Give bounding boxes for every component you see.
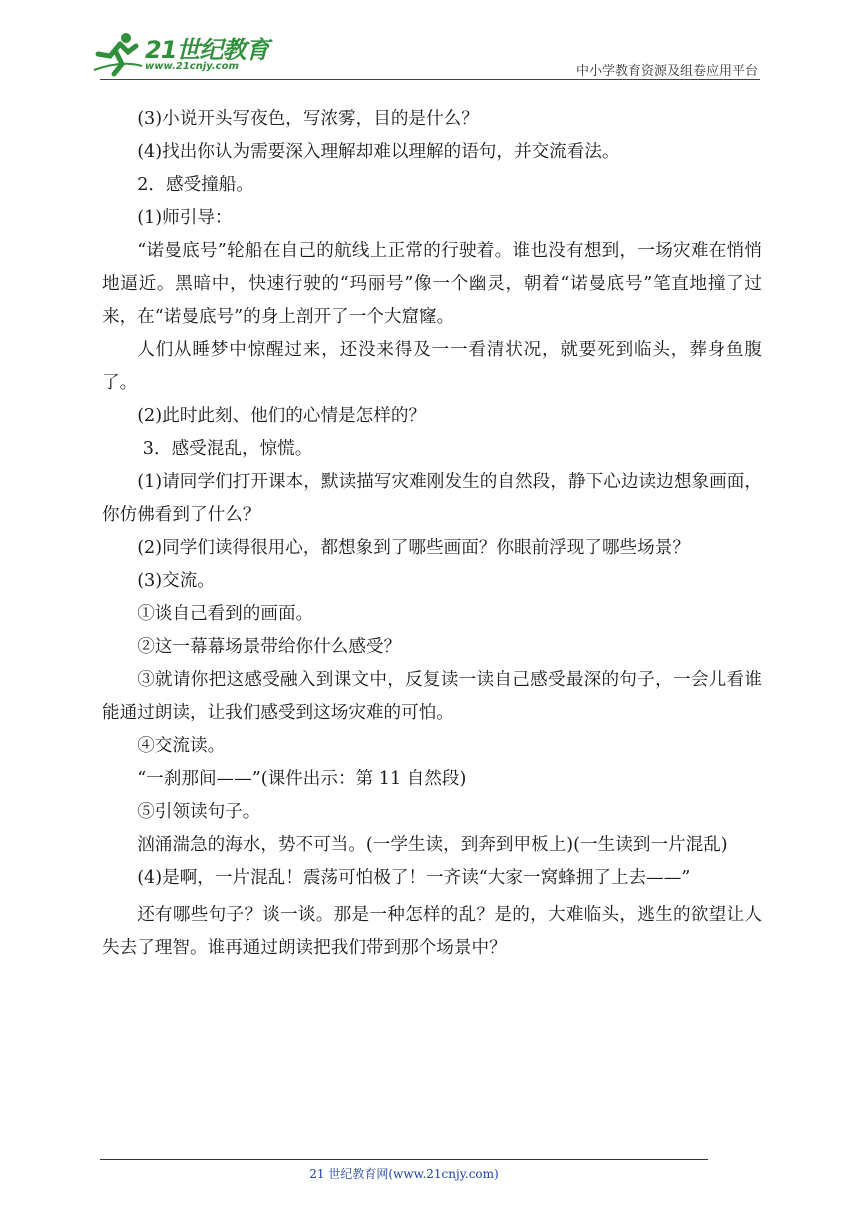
paragraph: ⑤引领读句子。 xyxy=(137,802,261,822)
header-rule xyxy=(100,79,760,80)
paragraph: “一刹那间——”(课件出示：第 11 自然段) xyxy=(137,769,467,789)
paragraph: 3．感受混乱，惊慌。 xyxy=(137,439,313,459)
paragraph: 汹涌湍急的海水，势不可当。(一学生读，到奔到甲板上)(一生读到一片混乱) xyxy=(137,835,728,855)
paragraph: 2．感受撞船。 xyxy=(137,175,254,195)
document-body xyxy=(102,103,762,965)
paragraph: (4)找出你认为需要深入理解却难以理解的语句，并交流看法。 xyxy=(137,142,620,162)
footer-link[interactable]: 21 世纪教育网(www.21cnjy.com) xyxy=(309,1167,499,1181)
footer-rule xyxy=(100,1159,708,1160)
paragraph: ③就请你把这感受融入到课文中，反复读一读自己感受最深的句子，一会儿看谁能通过朗读，让我们感受到这场灾难的可怕。 xyxy=(102,670,762,723)
paragraph: ①谈自己看到的画面。 xyxy=(137,604,314,624)
paragraph: “诺曼底号”轮船在自己的航线上正常的行驶着。谁也没有想到，一场灾难在悄悄地逼近。黑暗中，快速行驶的“玛丽号”像一个幽灵，朝着“诺曼底号”笔直地撞了过来，在“诺曼底号”的身上剖开了一个大窟窿。 xyxy=(102,241,762,327)
paragraph: (4)是啊，一片混乱！震荡可怕极了！一齐读“大家一窝蜂拥了上去——” xyxy=(137,868,691,888)
paragraph: 还有哪些句子？谈一谈。那是一种怎样的乱？是的，大难临头，逃生的欲望让人失去了理智。谁再通过朗读把我们带到那个场景中？ xyxy=(102,905,762,958)
logo-url: www.21cnjy.com xyxy=(145,61,239,72)
paragraph: (1)请同学们打开课本，默读描写灾难刚发生的自然段，静下心边读边想象画面，你仿佛看到了什么？ xyxy=(102,472,762,525)
logo-text: 21世纪教育 xyxy=(145,36,269,64)
paragraph: (3)小说开头写夜色，写浓雾，目的是什么？ xyxy=(137,109,479,129)
paragraph: ④交流读。 xyxy=(137,736,226,756)
platform-title: 中小学教育资源及组卷应用平台 xyxy=(575,64,758,79)
page-header xyxy=(0,0,860,90)
paragraph: 人们从睡梦中惊醒过来，还没来得及一一看清状况，就要死到临头，葬身鱼腹了。 xyxy=(102,340,762,393)
paragraph: (2)同学们读得很用心，都想象到了哪些画面？你眼前浮现了哪些场景？ xyxy=(137,538,690,558)
paragraph: (3)交流。 xyxy=(137,571,215,591)
paragraph: (1)师引导： xyxy=(137,208,233,228)
paragraph: (2)此时此刻、他们的心情是怎样的？ xyxy=(137,406,427,426)
paragraph: ②这一幕幕场景带给你什么感受？ xyxy=(137,637,402,657)
